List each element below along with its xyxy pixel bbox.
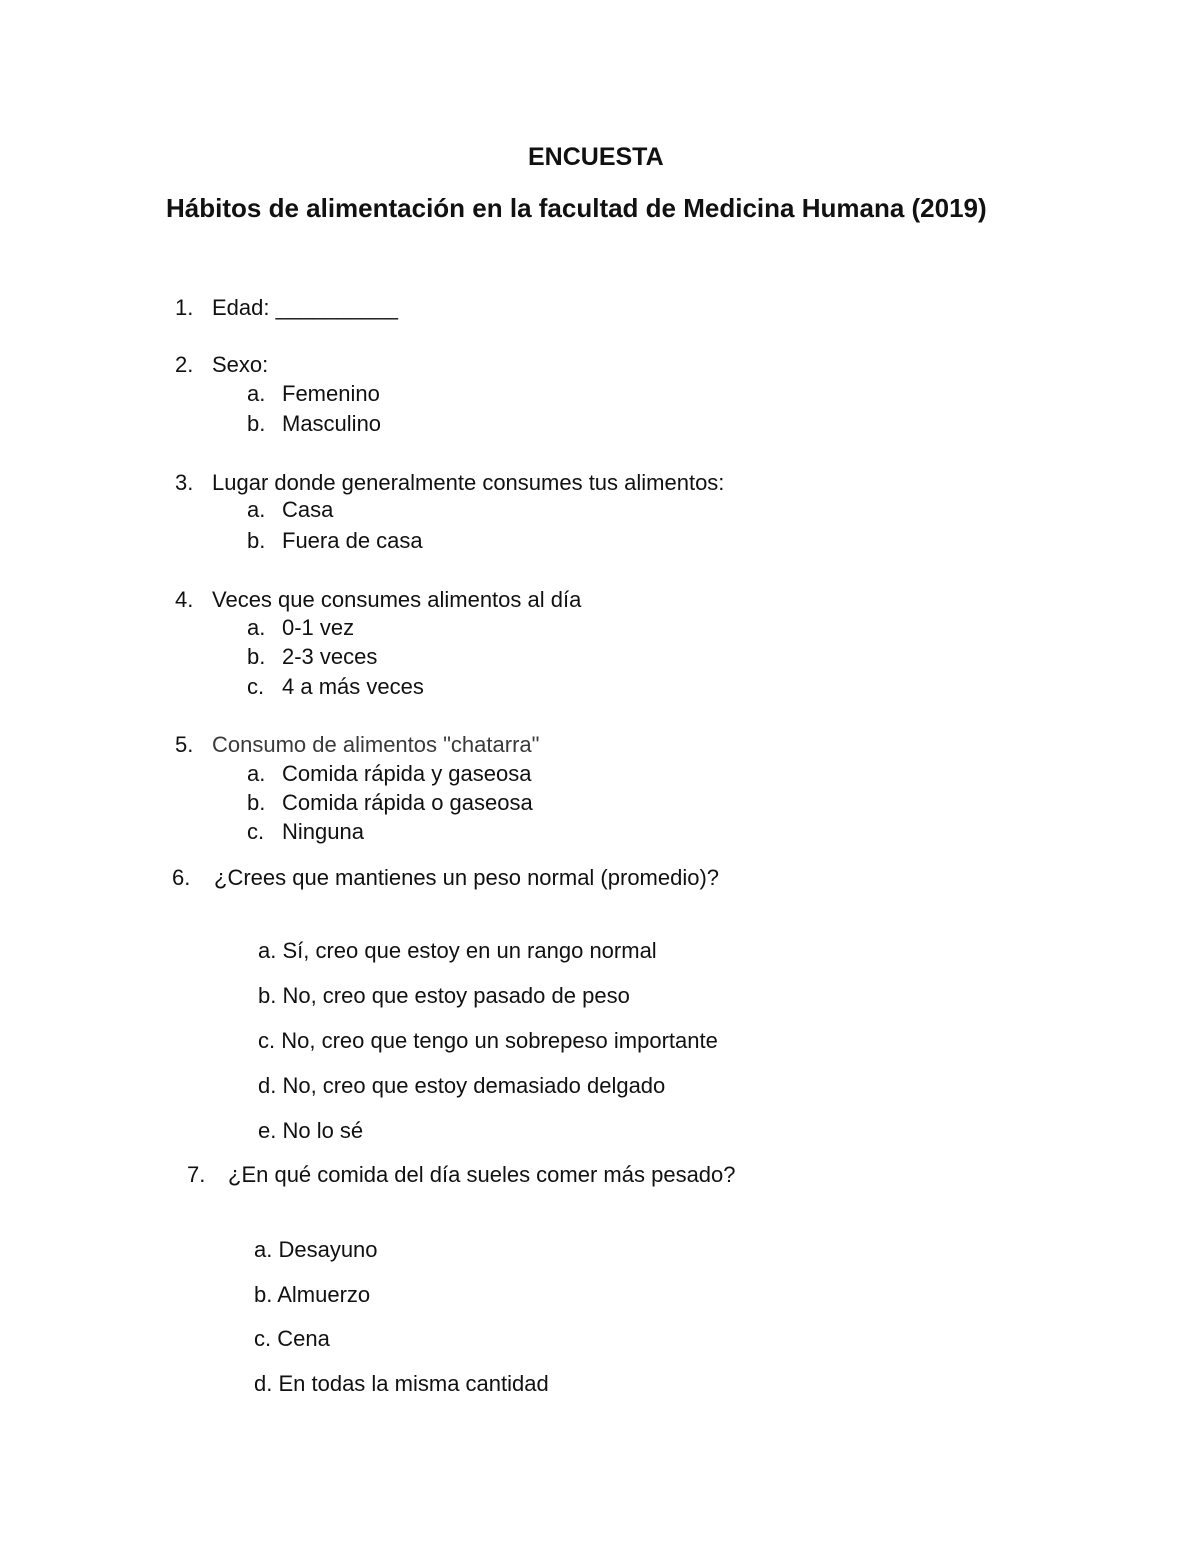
question-number: 1. <box>175 295 194 320</box>
option-text: c. No, creo que tengo un sobrepeso importante <box>258 1028 718 1053</box>
question-text: Edad: __________ <box>212 295 398 320</box>
option-text: Ninguna <box>282 819 364 844</box>
option-letter: a. <box>247 761 266 786</box>
option-letter: b. <box>247 528 266 553</box>
question-text: Sexo: <box>212 352 269 377</box>
option-text: c. Cena <box>254 1326 330 1351</box>
question-text: Lugar donde generalmente consumes tus alimentos: <box>212 470 725 495</box>
question-number: 2. <box>175 352 194 377</box>
option-letter: b. <box>247 411 266 436</box>
option-letter: b. <box>247 644 266 669</box>
question-text: ¿En qué comida del día sueles comer más pesado? <box>228 1162 736 1187</box>
option-text: a. Desayuno <box>254 1237 378 1262</box>
page-title: ENCUESTA <box>528 143 664 171</box>
question-number: 3. <box>175 470 194 495</box>
option-text: Masculino <box>282 411 382 436</box>
option-text: 4 a más veces <box>282 674 424 699</box>
option-text: b. Almuerzo <box>254 1282 371 1307</box>
question-text: Consumo de alimentos "chatarra" <box>212 732 540 757</box>
option-text: b. No, creo que estoy pasado de peso <box>258 983 630 1008</box>
option-letter: a. <box>247 497 266 522</box>
question-text: Veces que consumes alimentos al día <box>212 587 582 612</box>
question-number: 4. <box>175 587 194 612</box>
question-number: 6. <box>172 865 191 890</box>
option-text: Fuera de casa <box>282 528 423 553</box>
option-text: a. Sí, creo que estoy en un rango normal <box>258 938 657 963</box>
question-number: 7. <box>187 1162 206 1187</box>
option-text: e. No lo sé <box>258 1118 364 1143</box>
option-text: Casa <box>282 497 334 522</box>
option-letter: a. <box>247 615 266 640</box>
option-text: Comida rápida o gaseosa <box>282 790 533 815</box>
option-text: Femenino <box>282 381 380 406</box>
option-text: 2-3 veces <box>282 644 378 669</box>
question-text: ¿Crees que mantienes un peso normal (promedio)? <box>214 865 720 890</box>
option-letter: c. <box>247 819 265 844</box>
option-letter: b. <box>247 790 266 815</box>
option-text: d. En todas la misma cantidad <box>254 1371 549 1396</box>
option-text: d. No, creo que estoy demasiado delgado <box>258 1073 666 1098</box>
option-letter: c. <box>247 674 265 699</box>
page-subtitle: Hábitos de alimentación en la facultad de Medicina Humana (2019) <box>166 193 987 223</box>
option-text: Comida rápida y gaseosa <box>282 761 532 786</box>
question-number: 5. <box>175 732 194 757</box>
option-letter: a. <box>247 381 266 406</box>
option-text: 0-1 vez <box>282 615 355 640</box>
